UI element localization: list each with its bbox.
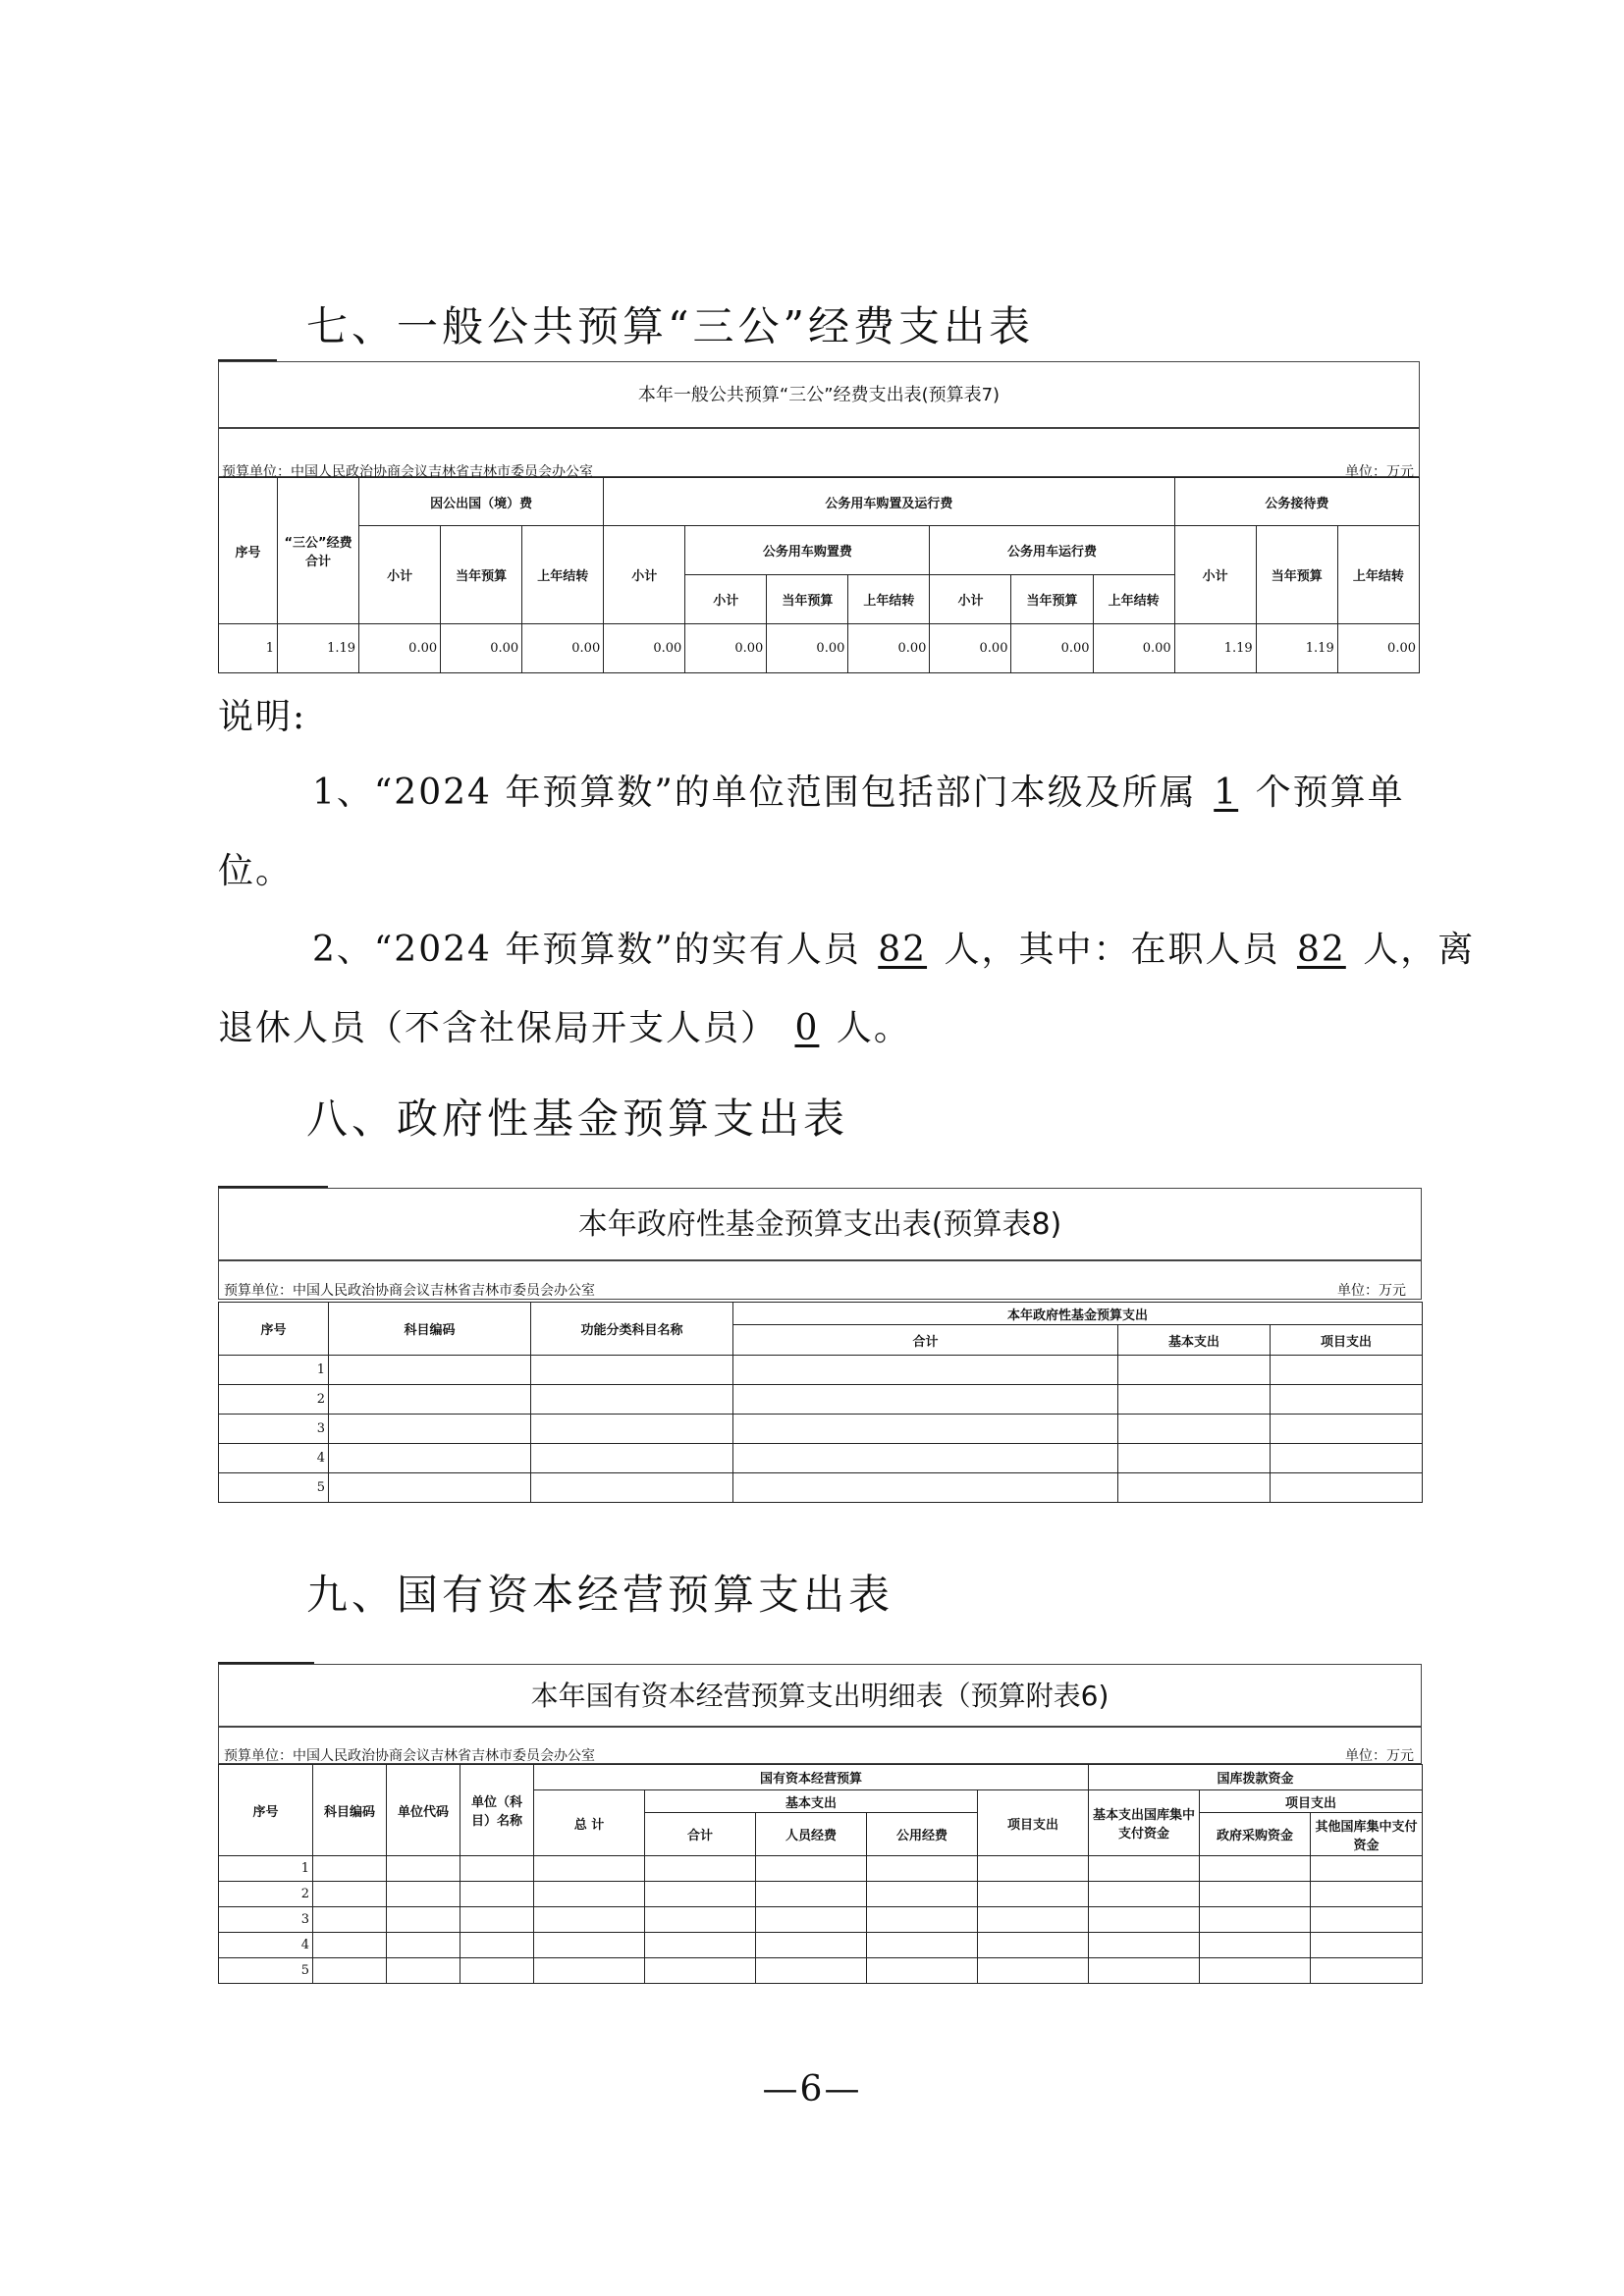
table-cell [1200, 1882, 1311, 1907]
table-cell [1271, 1415, 1423, 1444]
row-number: 2 [219, 1385, 329, 1415]
t7-purchase-budget: 当年预算 [767, 575, 848, 624]
row-number: 3 [219, 1415, 329, 1444]
table-cell [1311, 1882, 1423, 1907]
note-1-count: 1 [1214, 773, 1239, 813]
table-cell [534, 1933, 645, 1958]
t9-public-header: 公用经费 [867, 1813, 978, 1856]
table-cell [645, 1933, 756, 1958]
table7-currency-label: 单位：万元 [1345, 464, 1414, 480]
table9-currency-label: 单位：万元 [1345, 1748, 1414, 1764]
row-number: 4 [219, 1444, 329, 1473]
table-cell [978, 1856, 1089, 1882]
table-row [219, 1958, 1423, 1984]
table-cell [460, 1933, 534, 1958]
table-cell [1118, 1415, 1271, 1444]
t9-code-header: 科目编码 [313, 1765, 387, 1856]
table-cell [756, 1882, 867, 1907]
table-cell [1200, 1933, 1311, 1958]
note-1-wrap: 位。 [218, 851, 294, 891]
table-cell: 1 [219, 624, 278, 673]
t7-abroad-carryover: 上年结转 [522, 526, 604, 624]
table-cell [1089, 1882, 1200, 1907]
table-cell [1118, 1385, 1271, 1415]
table-row [219, 1907, 1423, 1933]
table-cell [1200, 1958, 1311, 1984]
table8-title: 本年政府性基金预算支出表(预算表8) [218, 1188, 1422, 1260]
table-cell [329, 1444, 531, 1473]
t8-name-header: 功能分类科目名称 [531, 1303, 733, 1356]
note-1-prefix: 1、“2024 年预算数”的单位范围包括部门本级及所属 [312, 773, 1197, 813]
table-row [219, 1356, 1423, 1385]
t7-reception-budget: 当年预算 [1256, 526, 1337, 624]
table-cell [460, 1958, 534, 1984]
table-cell [978, 1933, 1089, 1958]
table-cell [733, 1356, 1118, 1385]
table-cell [1089, 1907, 1200, 1933]
table9-title: 本年国有资本经营预算支出明细表（预算附表6) [218, 1664, 1422, 1727]
table-cell [978, 1958, 1089, 1984]
table-cell [329, 1473, 531, 1503]
t9-seq-header: 序号 [219, 1765, 313, 1856]
table-row [219, 1415, 1423, 1444]
table-cell: 0.00 [1337, 624, 1419, 673]
table-cell [329, 1415, 531, 1444]
table-cell [1271, 1444, 1423, 1473]
table-row [219, 1473, 1423, 1503]
table-cell [387, 1907, 460, 1933]
table-cell [756, 1958, 867, 1984]
t9-basic-header: 基本支出 [645, 1790, 978, 1813]
table-row [219, 1856, 1423, 1882]
table-cell: 0.00 [1011, 624, 1093, 673]
note-1-suffix: 个预算单 [1255, 773, 1405, 813]
note-2-mid: 人，其中：在职人员 [944, 930, 1280, 970]
t8-total-header: 合计 [733, 1325, 1118, 1356]
table-cell [534, 1958, 645, 1984]
section8-heading: 八、政府性基金预算支出表 [306, 1095, 849, 1143]
section7-heading: 七、一般公共预算“三公”经费支出表 [306, 302, 1034, 350]
table-cell [534, 1856, 645, 1882]
row-number: 5 [219, 1958, 313, 1984]
table-cell [313, 1907, 387, 1933]
table-cell [1200, 1907, 1311, 1933]
note-2-wrap-suffix: 人。 [836, 1008, 911, 1048]
t8-project-header: 项目支出 [1271, 1325, 1423, 1356]
row-number: 3 [219, 1907, 313, 1933]
t9-treasury-header: 国库拨款资金 [1089, 1765, 1423, 1790]
t7-purchase-carryover: 上年结转 [848, 575, 930, 624]
table-cell: 1.19 [1174, 624, 1256, 673]
table7-title: 本年一般公共预算“三公”经费支出表(预算表7) [218, 361, 1420, 428]
table-cell: 0.00 [359, 624, 441, 673]
table-cell [1311, 1907, 1423, 1933]
t8-group-header: 本年政府性基金预算支出 [733, 1303, 1423, 1325]
table-cell [1311, 1933, 1423, 1958]
table-cell [733, 1473, 1118, 1503]
table-cell [460, 1907, 534, 1933]
t8-basic-header: 基本支出 [1118, 1325, 1271, 1356]
table-cell [978, 1882, 1089, 1907]
table-row [219, 1444, 1423, 1473]
table-cell [756, 1933, 867, 1958]
table-cell [1271, 1356, 1423, 1385]
table-cell [645, 1856, 756, 1882]
t7-reception-subtotal: 小计 [1174, 526, 1256, 624]
table-cell [867, 1882, 978, 1907]
note-item-2 [312, 930, 1476, 970]
table-row [219, 1933, 1423, 1958]
table-cell [531, 1444, 733, 1473]
table-cell [756, 1907, 867, 1933]
table-cell [387, 1856, 460, 1882]
t7-purchase-subtotal: 小计 [685, 575, 767, 624]
t9-treasury-basic-header: 基本支出国库集中支付资金 [1089, 1790, 1200, 1856]
table-row [219, 624, 1420, 673]
note-2-suffix: 人，离 [1363, 930, 1476, 970]
table-cell: 1.19 [278, 624, 359, 673]
table-cell: 0.00 [441, 624, 522, 673]
t7-vehicle-purchase-header: 公务用车购置费 [685, 526, 930, 575]
table-cell [387, 1882, 460, 1907]
t7-abroad-budget: 当年预算 [441, 526, 522, 624]
t9-unit-name-header: 单位（科目）名称 [460, 1765, 534, 1856]
table-cell: 0.00 [930, 624, 1011, 673]
note-item-2-wrap [218, 1008, 911, 1048]
table-row [219, 1385, 1423, 1415]
table-cell [1089, 1958, 1200, 1984]
table-cell [978, 1907, 1089, 1933]
note-2-prefix: 2、“2024 年预算数”的实有人员 [312, 930, 861, 970]
table-cell [867, 1856, 978, 1882]
t8-code-header: 科目编码 [329, 1303, 531, 1356]
table-cell [733, 1415, 1118, 1444]
table9 [218, 1764, 1423, 1984]
table-cell [313, 1958, 387, 1984]
t7-vehicle-run-header: 公务用车运行费 [930, 526, 1174, 575]
table-cell [733, 1385, 1118, 1415]
table-cell [733, 1444, 1118, 1473]
table-cell [387, 1933, 460, 1958]
note-2-active: 82 [1296, 930, 1346, 970]
notes-title: 说明: [218, 697, 307, 737]
t9-unit-code-header: 单位代码 [387, 1765, 460, 1856]
table-cell: 0.00 [522, 624, 604, 673]
note-2-total: 82 [878, 930, 928, 970]
t7-run-subtotal: 小计 [930, 575, 1011, 624]
t9-other-treasury-header: 其他国库集中支付资金 [1311, 1813, 1423, 1856]
t7-reception-carryover: 上年结转 [1337, 526, 1419, 624]
table-cell [1089, 1933, 1200, 1958]
row-number: 1 [219, 1356, 329, 1385]
note-2-retired: 0 [794, 1008, 820, 1048]
table-cell [645, 1882, 756, 1907]
table-cell [1311, 1856, 1423, 1882]
t7-abroad-header: 因公出国（境）费 [359, 478, 604, 526]
t7-run-budget: 当年预算 [1011, 575, 1093, 624]
t7-seq-header: 序号 [219, 478, 278, 624]
table-cell [531, 1385, 733, 1415]
t9-treasury-project-header: 项目支出 [1200, 1790, 1423, 1813]
row-number: 1 [219, 1856, 313, 1882]
table-cell [1118, 1444, 1271, 1473]
table-cell [867, 1907, 978, 1933]
note-2-wrap-prefix: 退休人员（不含社保局开支人员） [218, 1008, 779, 1048]
table-cell [329, 1385, 531, 1415]
table8 [218, 1302, 1423, 1503]
t9-soc-budget-header: 国有资本经营预算 [534, 1765, 1089, 1790]
table-cell: 0.00 [848, 624, 930, 673]
t9-personnel-header: 人员经费 [756, 1813, 867, 1856]
table-cell [531, 1356, 733, 1385]
table-cell [1271, 1473, 1423, 1503]
table-row [219, 1882, 1423, 1907]
table-cell [460, 1856, 534, 1882]
table-cell [1118, 1473, 1271, 1503]
t7-reception-header: 公务接待费 [1174, 478, 1419, 526]
table-cell [645, 1907, 756, 1933]
t8-seq-header: 序号 [219, 1303, 329, 1356]
table-cell: 0.00 [767, 624, 848, 673]
table-cell [313, 1856, 387, 1882]
page-number: —6— [762, 2069, 862, 2109]
table-cell: 0.00 [685, 624, 767, 673]
table-cell [645, 1958, 756, 1984]
table-cell [756, 1856, 867, 1882]
t7-vehicle-header: 公务用车购置及运行费 [604, 478, 1174, 526]
table-cell [1200, 1856, 1311, 1882]
table7 [218, 477, 1420, 673]
t9-total-header: 总 计 [534, 1790, 645, 1856]
table-cell [867, 1958, 978, 1984]
table-cell [1089, 1856, 1200, 1882]
t7-run-carryover: 上年结转 [1093, 575, 1174, 624]
t9-subtotal-header: 合计 [645, 1813, 756, 1856]
t7-total-header: “三公”经费合计 [278, 478, 359, 624]
table-cell: 1.19 [1256, 624, 1337, 673]
t9-gov-purchase-header: 政府采购资金 [1200, 1813, 1311, 1856]
table-cell [460, 1882, 534, 1907]
table-cell: 0.00 [1093, 624, 1174, 673]
table-cell [531, 1415, 733, 1444]
table-cell [1311, 1958, 1423, 1984]
table-cell [534, 1907, 645, 1933]
table-cell [531, 1473, 733, 1503]
row-number: 4 [219, 1933, 313, 1958]
table-cell: 0.00 [604, 624, 685, 673]
table-cell [313, 1882, 387, 1907]
row-number: 5 [219, 1473, 329, 1503]
table-cell [329, 1356, 531, 1385]
table7-unit-label: 预算单位：中国人民政治协商会议吉林省吉林市委员会办公室 [222, 464, 593, 480]
t7-abroad-subtotal: 小计 [359, 526, 441, 624]
table-cell [387, 1958, 460, 1984]
table-cell [867, 1933, 978, 1958]
section9-heading: 九、国有资本经营预算支出表 [306, 1571, 894, 1619]
table-cell [534, 1882, 645, 1907]
table8-currency-label: 单位：万元 [1337, 1283, 1406, 1299]
table8-unit-label: 预算单位：中国人民政治协商会议吉林省吉林市委员会办公室 [224, 1283, 595, 1299]
table-cell [1271, 1385, 1423, 1415]
table-cell [1118, 1356, 1271, 1385]
table-cell [313, 1933, 387, 1958]
t7-vehicle-subtotal: 小计 [604, 526, 685, 624]
row-number: 2 [219, 1882, 313, 1907]
note-item-1 [312, 775, 1405, 811]
table9-unit-label: 预算单位：中国人民政治协商会议吉林省吉林市委员会办公室 [224, 1748, 595, 1764]
t9-project-header: 项目支出 [978, 1790, 1089, 1856]
